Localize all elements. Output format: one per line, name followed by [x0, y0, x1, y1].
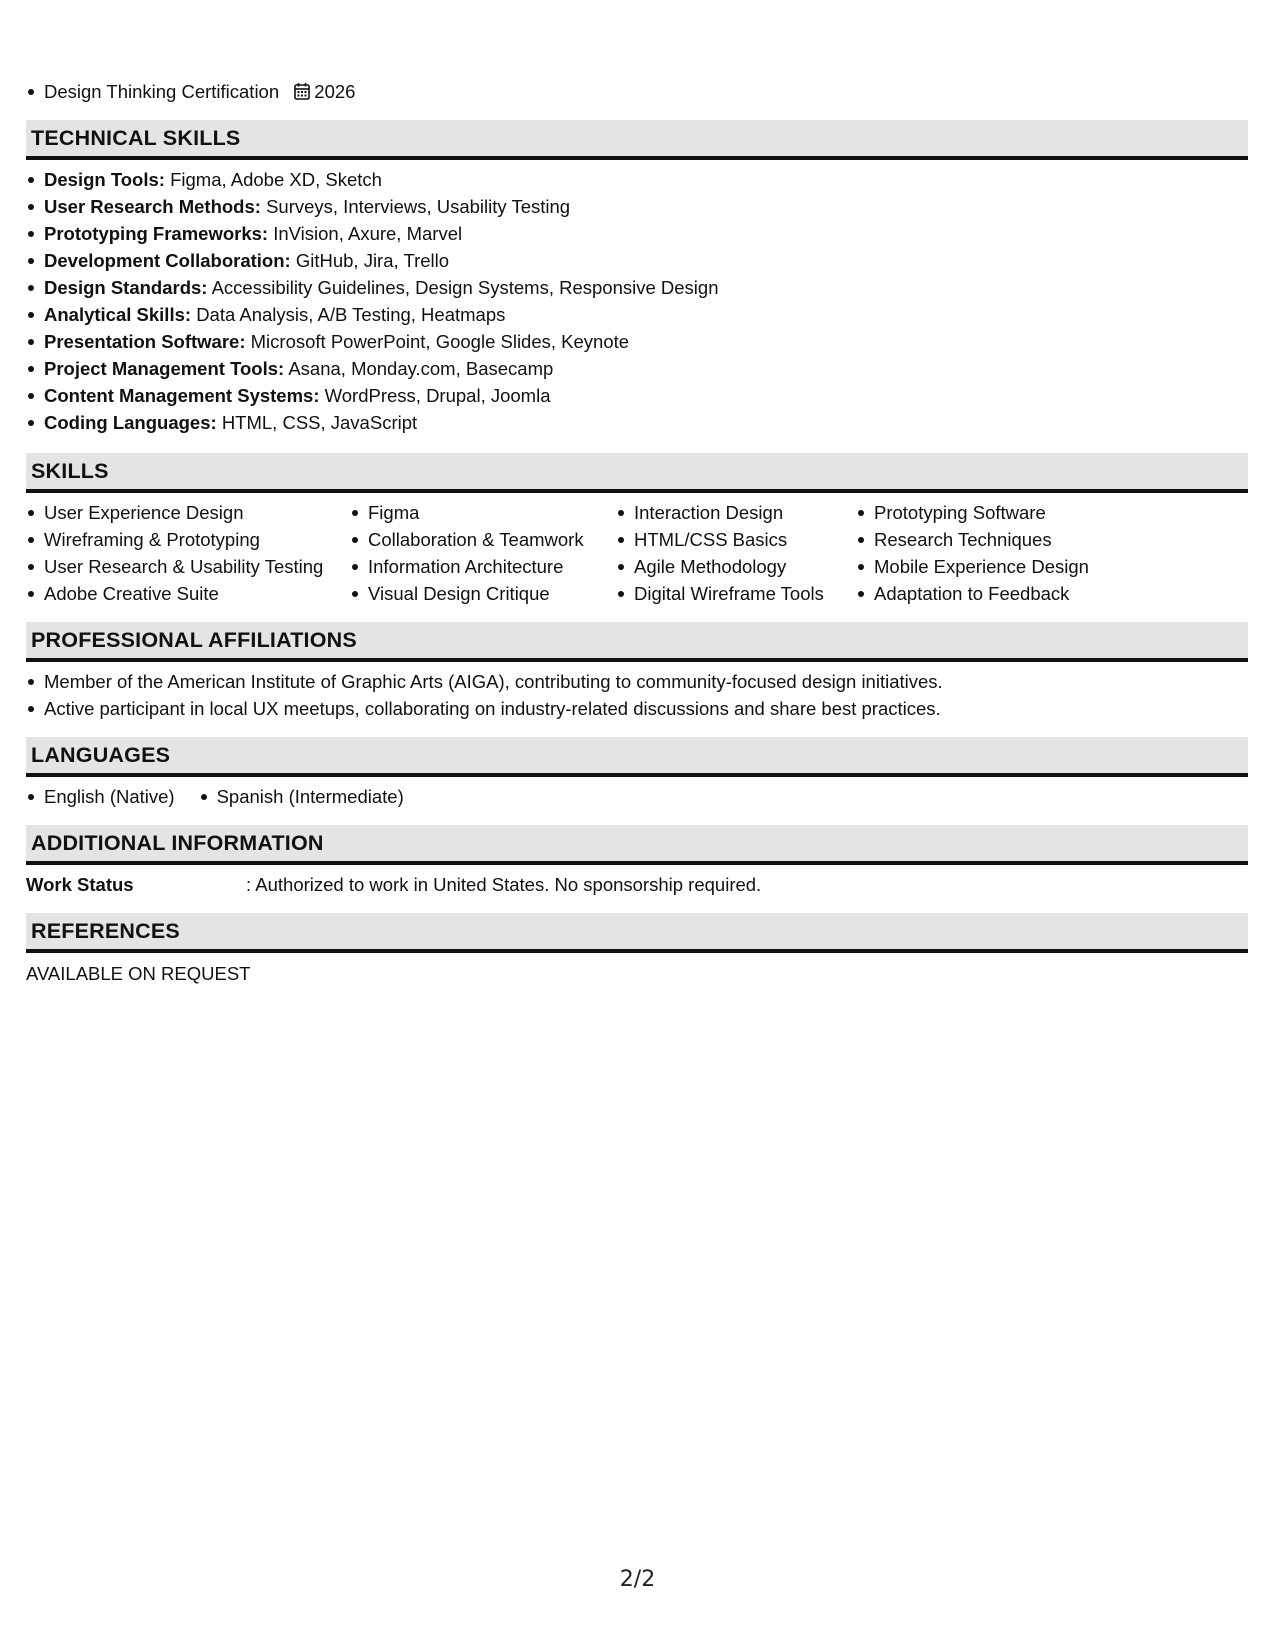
technical-skill-item — [26, 193, 1248, 220]
technical-skill-label: Coding Languages: — [44, 412, 217, 433]
affiliations-list — [26, 668, 1248, 722]
certification-year: 2026 — [314, 81, 356, 102]
language-item: English (Native) — [26, 783, 175, 810]
technical-skill-value: Figma, Adobe XD, Sketch — [170, 169, 382, 190]
technical-skill-item — [26, 220, 1248, 247]
section-header-additional-information: ADDITIONAL INFORMATION — [26, 825, 1248, 865]
skills-column — [350, 499, 616, 607]
section-header-technical-skills: TECHNICAL SKILLS — [26, 120, 1248, 160]
skills-column — [26, 499, 350, 607]
skills-column — [856, 499, 1116, 607]
technical-skill-item — [26, 166, 1248, 193]
section-header-references: REFERENCES — [26, 913, 1248, 953]
skills-column — [616, 499, 856, 607]
skill-item: HTML/CSS Basics — [616, 526, 856, 553]
skill-item: Visual Design Critique — [350, 580, 616, 607]
calendar-icon — [294, 82, 310, 100]
skill-item: User Research & Usability Testing — [26, 553, 350, 580]
technical-skill-value: InVision, Axure, Marvel — [273, 223, 463, 244]
technical-skill-label: Project Management Tools: — [44, 358, 285, 379]
section-header-languages: LANGUAGES — [26, 737, 1248, 777]
technical-skill-label: Analytical Skills: — [44, 304, 192, 325]
references-text: AVAILABLE ON REQUEST — [26, 963, 251, 984]
skill-item: Research Techniques — [856, 526, 1116, 553]
technical-skill-value: Data Analysis, A/B Testing, Heatmaps — [196, 304, 506, 325]
section-header-professional-affiliations: PROFESSIONAL AFFILIATIONS — [26, 622, 1248, 662]
certification-name: Design Thinking Certification — [44, 81, 280, 102]
technical-skill-item — [26, 274, 1248, 301]
certification-list — [26, 78, 1248, 105]
certification-item — [26, 78, 1248, 105]
resume-page — [26, 0, 1248, 987]
technical-skill-value: WordPress, Drupal, Joomla — [324, 385, 551, 406]
technical-skill-label: Presentation Software: — [44, 331, 246, 352]
technical-skill-item — [26, 355, 1248, 382]
work-status-label: Work Status — [26, 874, 134, 895]
skills-grid — [26, 499, 1248, 607]
skill-item: Figma — [350, 499, 616, 526]
technical-skill-label: Design Standards: — [44, 277, 208, 298]
affiliation-item: Active participant in local UX meetups, collaborating on industry-related discussions and share best practices. — [26, 695, 1248, 722]
technical-skill-value: HTML, CSS, JavaScript — [221, 412, 418, 433]
technical-skill-item — [26, 409, 1248, 436]
skill-item: Adaptation to Feedback — [856, 580, 1116, 607]
skill-item: Information Architecture — [350, 553, 616, 580]
technical-skill-value: Accessibility Guidelines, Design Systems, Responsive Design — [211, 277, 719, 298]
section-header-skills: SKILLS — [26, 453, 1248, 493]
work-status-value: : Authorized to work in United States. No sponsorship required. — [246, 874, 762, 895]
page-number: 2/2 — [619, 1567, 656, 1592]
technical-skill-label: Design Tools: — [44, 169, 165, 190]
technical-skills-list — [26, 166, 1248, 436]
technical-skill-value: Surveys, Interviews, Usability Testing — [266, 196, 571, 217]
technical-skill-label: Content Management Systems: — [44, 385, 320, 406]
work-status-row — [26, 871, 1248, 898]
skill-item: Prototyping Software — [856, 499, 1116, 526]
technical-skill-label: Development Collaboration: — [44, 250, 291, 271]
language-item: Spanish (Intermediate) — [199, 783, 404, 810]
technical-skill-value: Microsoft PowerPoint, Google Slides, Keynote — [250, 331, 630, 352]
technical-skill-label: User Research Methods: — [44, 196, 261, 217]
technical-skill-value: Asana, Monday.com, Basecamp — [288, 358, 554, 379]
skill-item: Adobe Creative Suite — [26, 580, 350, 607]
technical-skill-item — [26, 247, 1248, 274]
technical-skill-item — [26, 328, 1248, 355]
languages-list — [26, 783, 1248, 810]
skill-item: Collaboration & Teamwork — [350, 526, 616, 553]
skill-item: Wireframing & Prototyping — [26, 526, 350, 553]
technical-skill-label: Prototyping Frameworks: — [44, 223, 269, 244]
technical-skill-item — [26, 301, 1248, 328]
affiliation-item: Member of the American Institute of Graphic Arts (AIGA), contributing to community-focused design initiatives. — [26, 668, 1248, 695]
skill-item: User Experience Design — [26, 499, 350, 526]
skill-item: Agile Methodology — [616, 553, 856, 580]
technical-skill-value: GitHub, Jira, Trello — [295, 250, 450, 271]
skill-item: Interaction Design — [616, 499, 856, 526]
skill-item: Digital Wireframe Tools — [616, 580, 856, 607]
certification-date — [294, 78, 355, 105]
technical-skill-item — [26, 382, 1248, 409]
skill-item: Mobile Experience Design — [856, 553, 1116, 580]
